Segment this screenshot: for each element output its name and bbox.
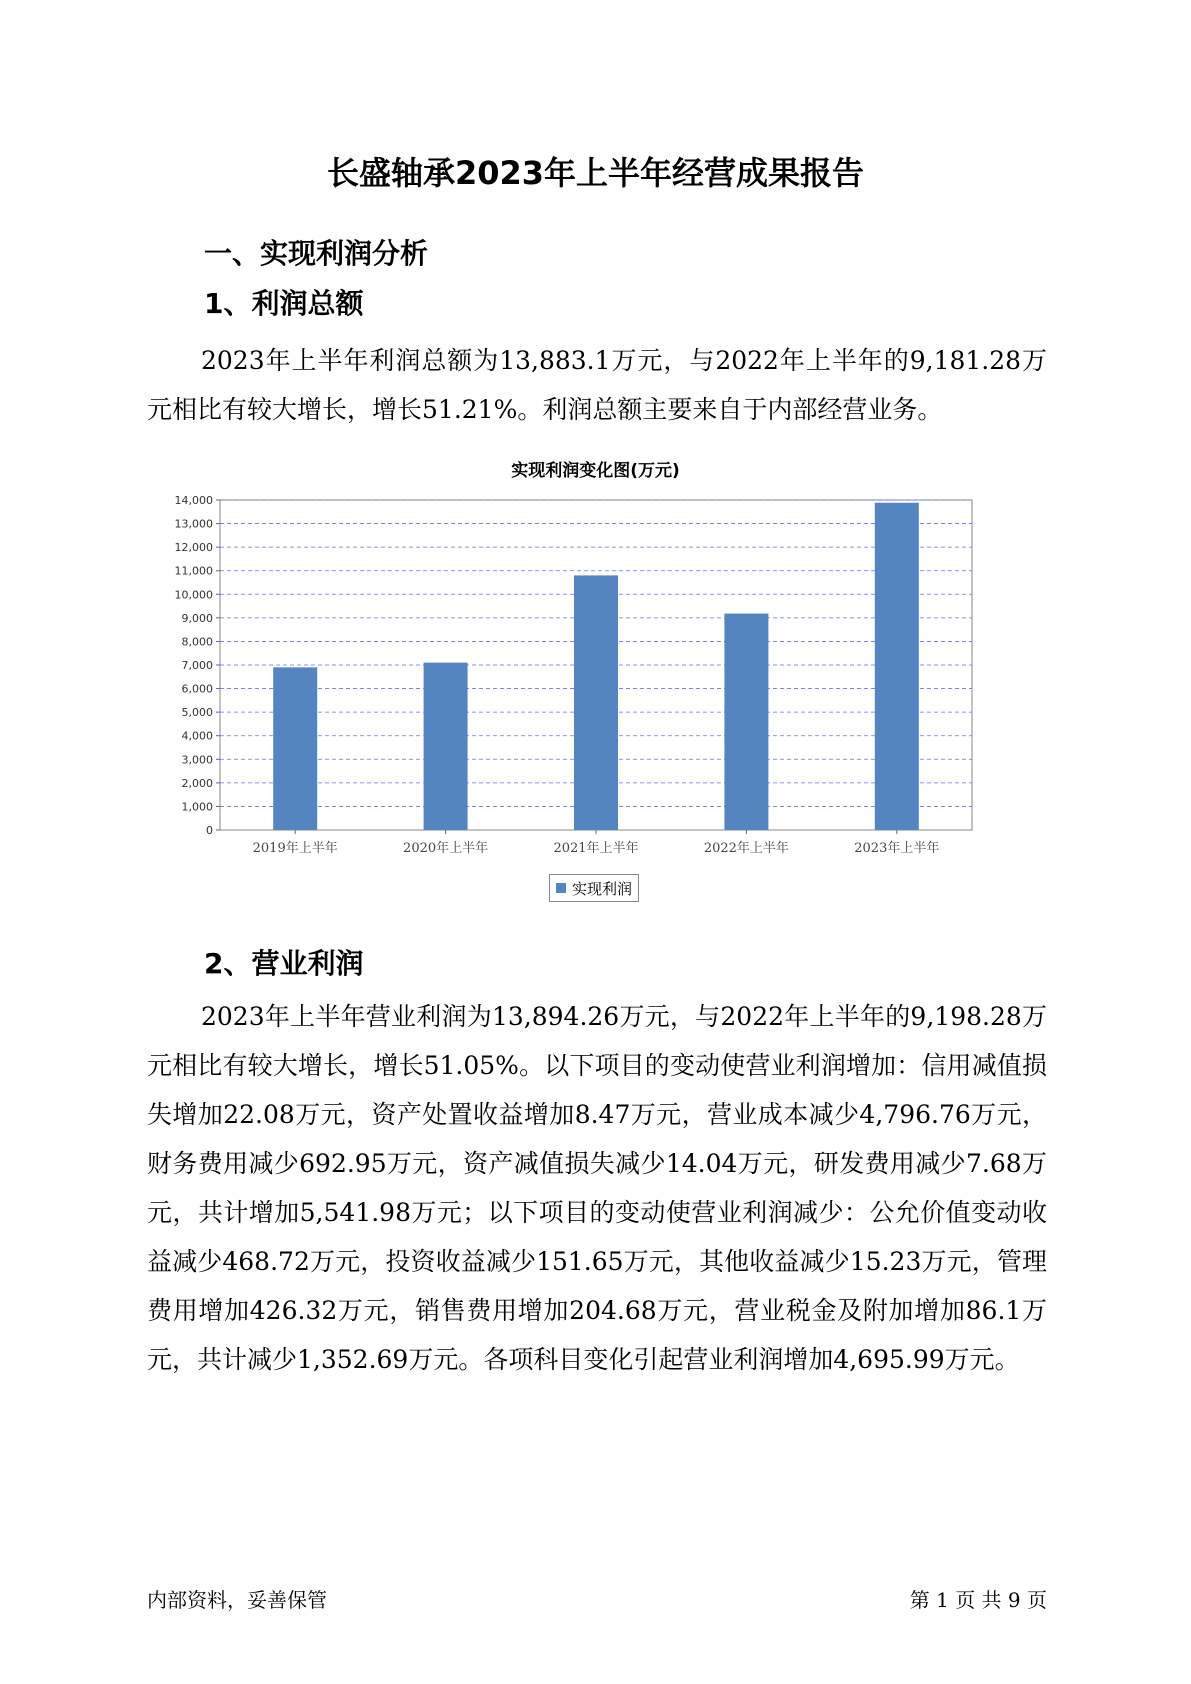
y-tick-label: 9,000 — [181, 611, 213, 625]
paragraph-operating-profit: 2023年上半年营业利润为13,894.26万元，与2022年上半年的9,198.28万元相比有较大增长，增长51.05%。以下项目的变动使营业利润增加：信用减值损失增加22.08万元，资产处置收益增加8.47万元，营业成本减少4,796.76万元，财务费用减少692.95万元，资产减值损失减少14.04万元，研发费用减少7.68万元，共计增加5,541.98万元；以下项目的变动使营业利润减少：公允价值变动收益减少468.72万元，投资收益减少151.65万元，其他收益减少15.23万元，管理费用增加426.32万元，销售费用增加204.68万元，营业税金及附加增加86.1万元，共计减少1,352.69万元。各项科目变化引起营业利润增加4,695.99万元。 — [147, 1002, 1047, 1374]
chart-title: 实现利润变化图(万元) — [511, 461, 680, 481]
y-tick-label: 0 — [206, 824, 213, 837]
bar — [574, 575, 618, 830]
y-tick-label: 3,000 — [181, 753, 213, 767]
bar — [724, 614, 768, 830]
subheading-operating-profit: 2、营业利润 — [204, 947, 364, 980]
y-tick-label: 13,000 — [174, 517, 213, 531]
legend-swatch — [556, 883, 566, 893]
bar — [875, 503, 919, 830]
y-tick-label: 8,000 — [181, 635, 213, 649]
footer-confidential-note: 内部资料，妥善保管 — [147, 1588, 327, 1612]
footer-page-number: 第 1 页 共 9 页 — [909, 1588, 1047, 1612]
y-tick-label: 5,000 — [181, 706, 213, 720]
profit-bar-chart — [160, 488, 1020, 868]
y-tick-label: 14,000 — [174, 494, 213, 507]
chart-legend — [549, 874, 639, 902]
y-tick-label: 12,000 — [174, 541, 213, 555]
y-tick-label: 1,000 — [181, 800, 213, 814]
y-tick-label: 7,000 — [181, 659, 213, 672]
subheading-total-profit: 1、利润总额 — [204, 287, 364, 320]
y-tick-label: 4,000 — [181, 729, 213, 743]
legend-label: 实现利润 — [572, 879, 633, 898]
y-tick-label: 11,000 — [174, 564, 213, 578]
bar — [273, 667, 317, 830]
y-tick-label: 2,000 — [181, 776, 213, 790]
y-tick-label: 10,000 — [174, 588, 213, 602]
section-heading-profit-analysis: 一、实现利润分析 — [204, 237, 429, 270]
x-tick-label: 2022年上半年 — [703, 841, 789, 856]
x-tick-label: 2019年上半年 — [252, 841, 338, 856]
bar — [424, 663, 468, 830]
x-tick-label: 2020年上半年 — [403, 841, 489, 856]
y-tick-label: 6,000 — [181, 682, 213, 696]
paragraph-total-profit: 2023年上半年利润总额为13,883.1万元，与2022年上半年的9,181.28万元相比有较大增长，增长51.21%。利润总额主要来自于内部经营业务。 — [147, 346, 1047, 424]
document-title: 长盛轴承2023年上半年经营成果报告 — [326, 154, 865, 192]
x-tick-label: 2023年上半年 — [854, 841, 940, 856]
x-tick-label: 2021年上半年 — [553, 841, 639, 856]
